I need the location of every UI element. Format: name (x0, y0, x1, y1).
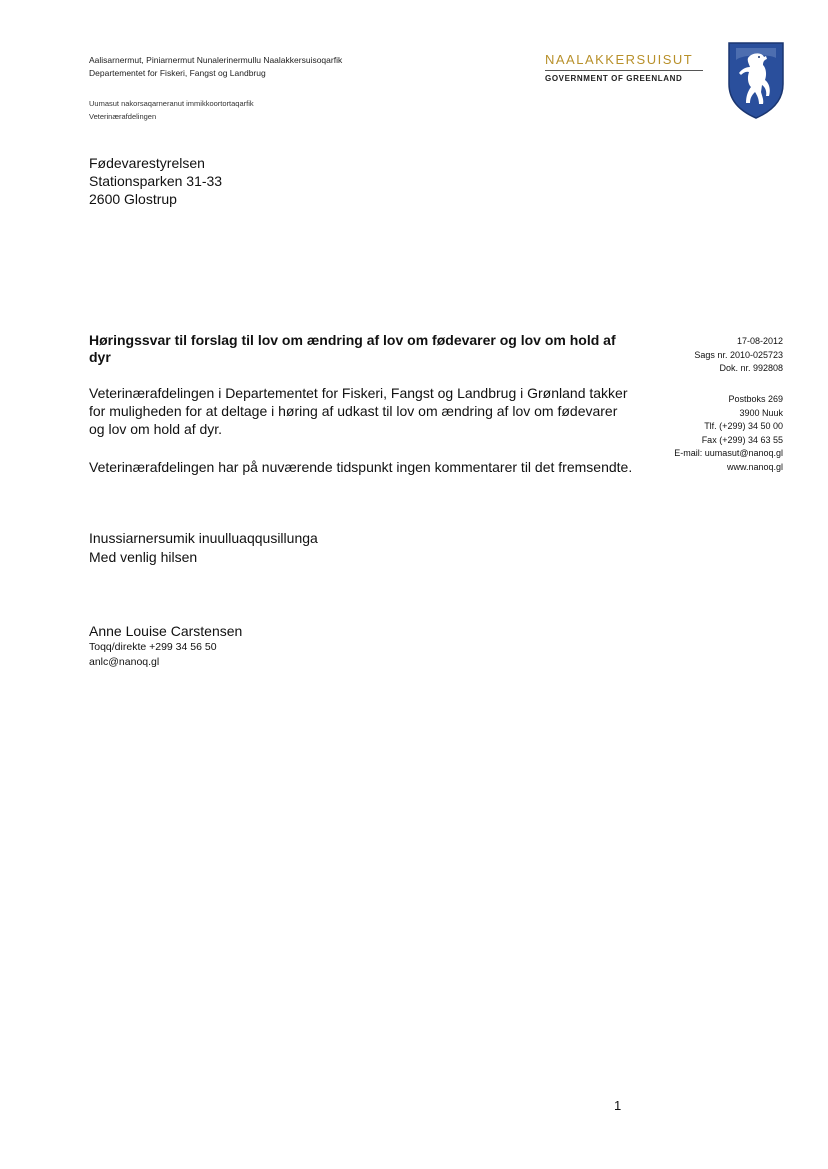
contact-phone: Tlf. (+299) 34 50 00 (704, 421, 783, 431)
department-name (89, 54, 342, 80)
paragraph-2-text: Veterinærafdelingen har på nuværende tidspunkt ingen kommentarer til det fremsendte. (89, 459, 633, 475)
recipient-street: Stationsparken 31-33 (89, 173, 223, 189)
unit-name (89, 97, 254, 123)
document-meta (694, 335, 783, 376)
coat-of-arms-icon (726, 40, 786, 120)
recipient-address (89, 154, 222, 208)
department-name-greenlandic: Aalisarnermut, Piniarnermut Nunalerinermullu Naalakkersuisoqarfik (89, 55, 343, 65)
paragraph-1-line: og lov om hold af dyr. (89, 421, 223, 437)
page-number: 1 (614, 1098, 622, 1113)
body-paragraph-2 (89, 458, 649, 476)
closing-danish: Med venlig hilsen (89, 549, 198, 565)
case-number: Sags nr. 2010-025723 (694, 349, 783, 360)
recipient-name: Fødevarestyrelsen (89, 155, 205, 171)
letter-subject (89, 332, 619, 366)
letter-date: 17-08-2012 (736, 336, 783, 346)
unit-name-greenlandic: Uumasut nakorsaqarneranut immikkoortortaqarfik (89, 99, 254, 108)
paragraph-1-line: Veterinærafdelingen i Departementet for Fiskeri, Fangst og Landbrug i Grønland takker (89, 385, 628, 401)
paragraph-1-line: for muligheden for at deltage i høring af udkast til lov om ændring af lov om fødevarer (89, 403, 618, 419)
body-paragraph-1 (89, 384, 639, 438)
recipient-city: 2600 Glostrup (89, 191, 177, 207)
contact-fax: Fax (+299) 34 63 55 (701, 434, 783, 445)
contact-website[interactable]: www.nanoq.gl (726, 461, 783, 472)
signer-contact (89, 640, 217, 670)
sender-contact (674, 393, 783, 474)
subject-line-1: Høringssvar til forslag til lov om ændring af lov om fødevarer og lov om hold af (89, 332, 616, 348)
document-number: Dok. nr. 992808 (719, 363, 783, 373)
signer-name: Anne Louise Carstensen (89, 623, 243, 639)
signer-email[interactable]: anlc@nanoq.gl (89, 656, 160, 668)
government-logo-text (545, 52, 705, 83)
department-name-danish: Departementet for Fiskeri, Fangst og Landbrug (89, 68, 266, 78)
signer-direct-phone: Toqq/direkte +299 34 56 50 (89, 641, 217, 653)
government-name: NAALAKKERSUISUT (545, 52, 694, 67)
government-english-name: GOVERNMENT OF GREENLAND (545, 74, 683, 83)
subject-line-2: dyr (89, 349, 111, 365)
divider (545, 70, 703, 71)
closing-greenlandic: Inussiarnersumik inuulluaqqusillunga (89, 530, 318, 546)
contact-city: 3900 Nuuk (739, 407, 783, 418)
contact-pobox: Postboks 269 (728, 394, 783, 404)
unit-name-danish: Veterinærafdelingen (89, 112, 157, 121)
contact-email[interactable]: E-mail: uumasut@nanoq.gl (674, 448, 783, 458)
closing-greeting (89, 529, 318, 567)
